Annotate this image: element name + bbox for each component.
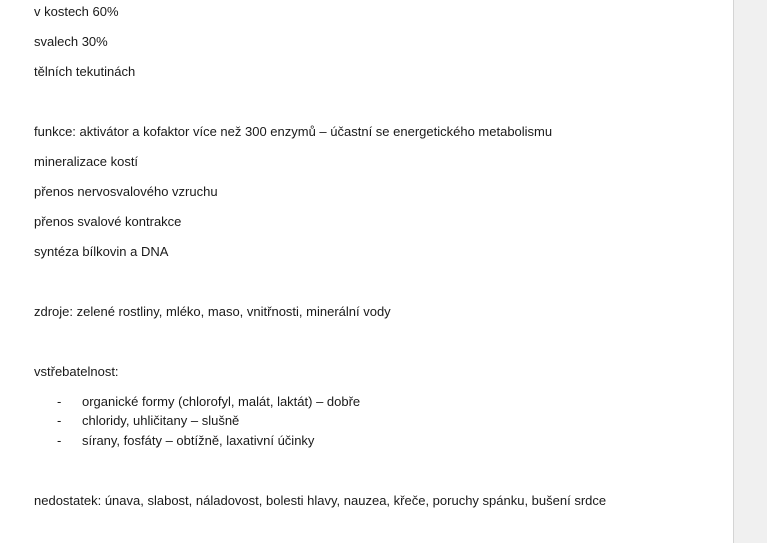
bullet-marker: -: [57, 394, 62, 409]
text-line: přenos svalové kontrakce: [34, 214, 182, 229]
bullet-item: organické formy (chlorofyl, malát, laktát) – dobře: [82, 394, 361, 409]
text-line: tělních tekutinách: [34, 64, 136, 79]
bullet-item: chloridy, uhličitany – slušně: [82, 413, 240, 428]
text-line: přenos nervosvalového vzruchu: [34, 184, 218, 199]
bullet-marker: -: [57, 433, 62, 448]
text-line: funkce: aktivátor a kofaktor více než 300 enzymů – účastní se energetického metabolismu: [34, 124, 553, 139]
text-line: syntéza bílkovin a DNA: [34, 244, 169, 259]
bullet-marker: -: [57, 413, 62, 428]
text-line: vstřebatelnost:: [34, 364, 119, 379]
text-line: v kostech 60%: [34, 4, 119, 19]
page-margin-area: [734, 0, 767, 543]
text-line: svalech 30%: [34, 34, 108, 49]
text-line: nedostatek: únava, slabost, náladovost, bolesti hlavy, nauzea, křeče, poruchy spánku, bušení srdce: [34, 493, 607, 508]
bullet-item: sírany, fosfáty – obtížně, laxativní účinky: [82, 433, 315, 448]
text-line: zdroje: zelené rostliny, mléko, maso, vnitřnosti, minerální vody: [34, 304, 391, 319]
text-line: mineralizace kostí: [34, 154, 139, 169]
